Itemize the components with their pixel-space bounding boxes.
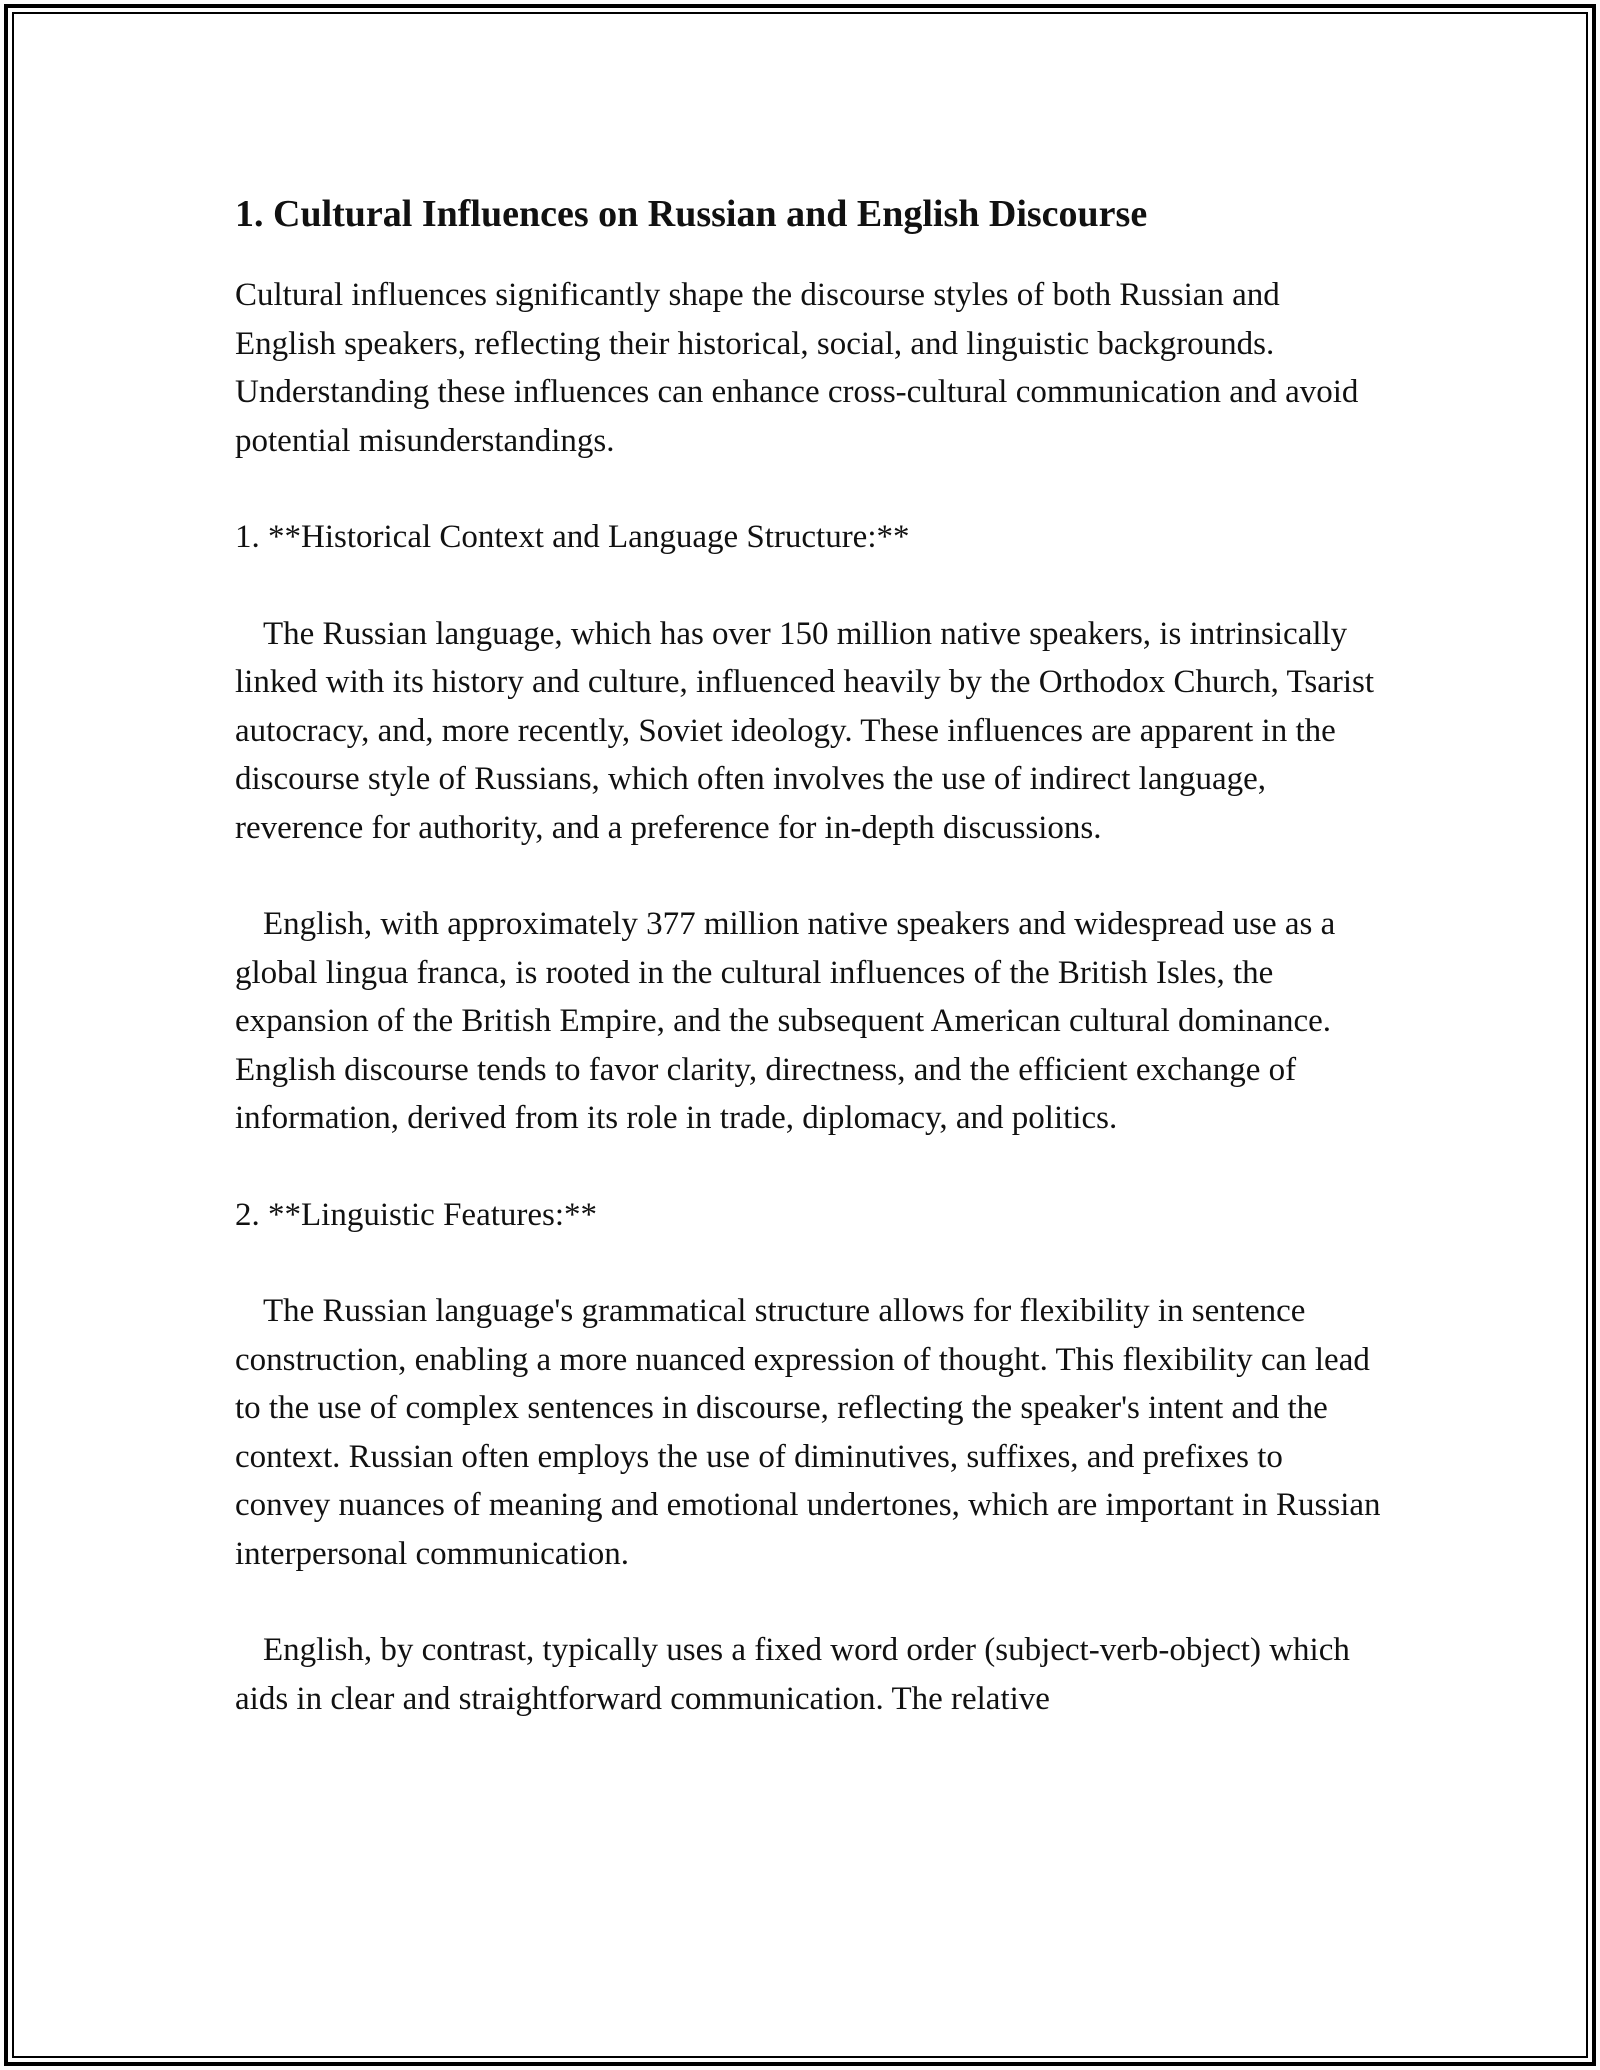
subheading-historical-context: 1. **Historical Context and Language Structure:** xyxy=(235,519,910,555)
section-heading: 1. Cultural Influences on Russian and English Discourse xyxy=(235,193,1148,235)
document-body xyxy=(235,185,1385,1771)
paragraph-english-grammar: English, by contrast, typically uses a fixed word order (subject-verb-object) which aids in clear and straightforward communication. The relative xyxy=(235,1632,1350,1717)
intro-paragraph: Cultural influences significantly shape the discourse styles of both Russian and English speakers, reflecting their historical, social, and linguistic backgrounds. Understanding these influences can enhance cross-cultural communication and avoid potential misunderstandings. xyxy=(235,277,1359,459)
paragraph-russian-grammar: The Russian language's grammatical structure allows for flexibility in sentence construction, enabling a more nuanced expression of thought. This flexibility can lead to the use of complex sentences in discourse, reflecting the speaker's intent and the context. Russian often employs the use of diminutives, suffixes, and prefixes to convey nuances of meaning and emotional undertones, which are important in Russian interpersonal communication. xyxy=(235,1293,1381,1572)
paragraph-russian-history: The Russian language, which has over 150 million native speakers, is intrinsically linked with its history and culture, influenced heavily by the Orthodox Church, Tsarist autocracy, and, more recently, Soviet ideology. These influences are apparent in the discourse style of Russians, which often involves the use of indirect language, reverence for authority, and a preference for in-depth discussions. xyxy=(235,615,1375,846)
subheading-linguistic-features: 2. **Linguistic Features:** xyxy=(235,1196,598,1233)
paragraph-english-history: English, with approximately 377 million native speakers and widespread use as a global lingua franca, is rooted in the cultural influences of the British Isles, the expansion of the British Empire, and the subsequent American cultural dominance. English discourse tends to favor clarity, directness, and the efficient exchange of information, derived from its role in trade, diplomacy, and politics. xyxy=(235,906,1336,1136)
